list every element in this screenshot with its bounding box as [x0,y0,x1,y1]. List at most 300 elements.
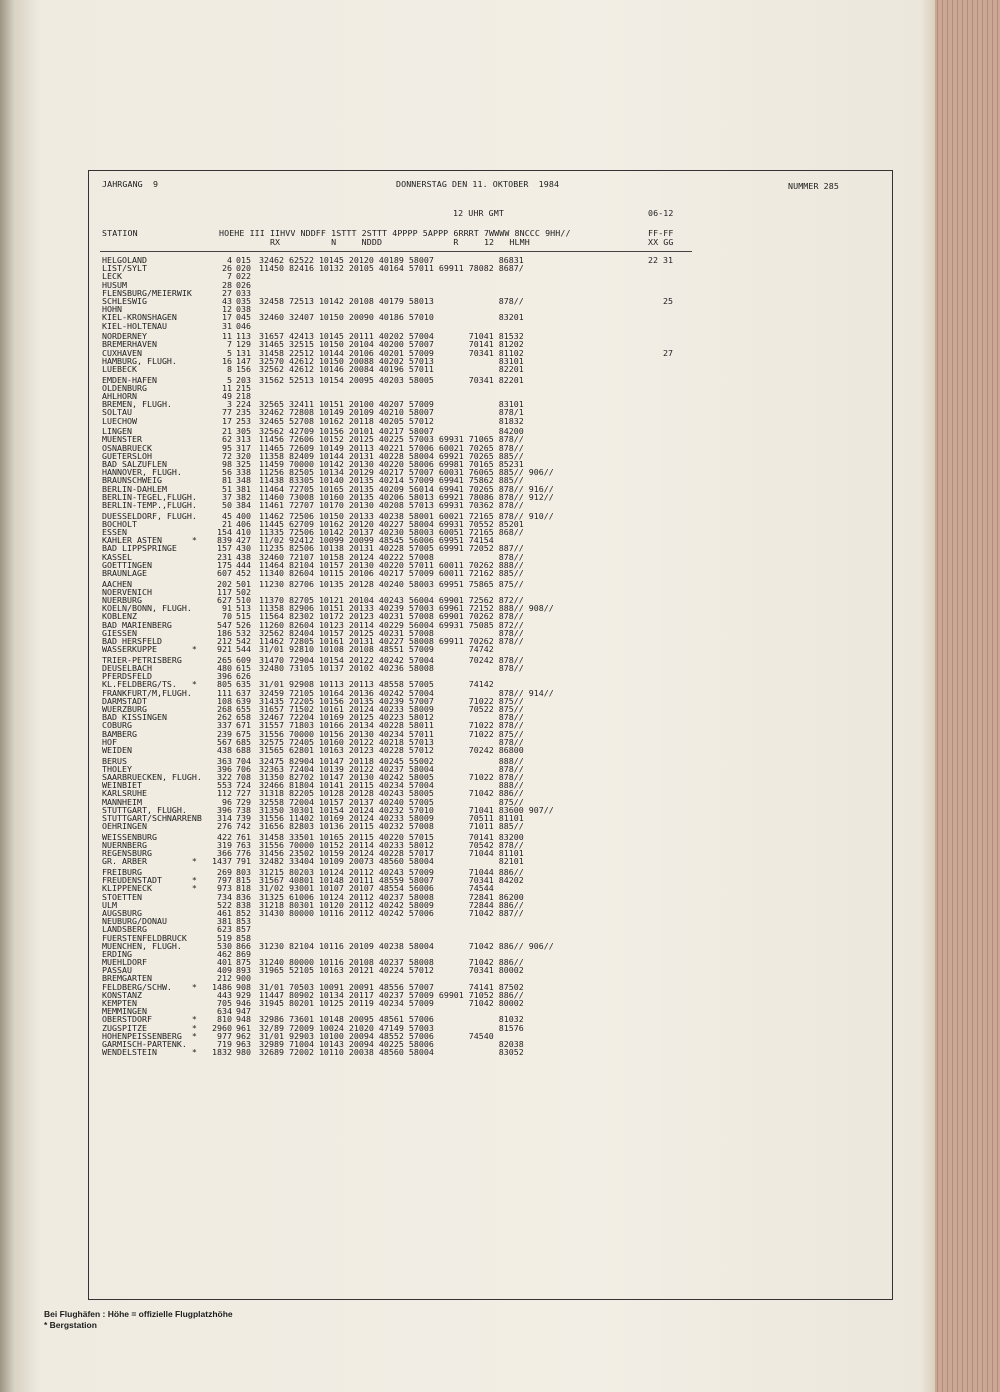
synop-data: 32562 42612 10146 20084 40196 57011 82201 [259,363,524,374]
station-id: 893 [236,965,251,976]
station-id: 410 [236,527,251,537]
station-id: 515 [236,611,251,622]
station-name: MUENSTER [102,434,142,445]
synop-data: 31567 40801 10148 20111 48559 58007 70341 84202 [259,875,524,886]
station-height: 16 [222,355,232,366]
station-id: 045 [236,312,251,323]
station-name: LUEBECK [102,363,137,374]
synop-data: 11464 82104 10157 20130 40220 57011 60011 70262 888// [259,559,524,570]
synop-data: 11335 72506 10142 20137 40230 58003 60051 72165 868// [259,527,524,537]
station-name: DEUSELBACH [102,663,152,673]
station-name: PASSAU [102,965,132,976]
station-name: STUTTGART, FLUGH. [102,804,187,815]
station-height: 45 [222,510,232,521]
table-row [102,272,702,280]
station-id: 046 [236,320,251,331]
station-height: 265 [217,654,232,665]
station-name: FREUDENSTADT * [102,875,197,886]
synop-data: 11456 72606 10152 20125 40225 57003 69931 71065 878// [259,434,524,445]
station-name: GARMISCH-PARTENK. [102,1038,187,1049]
station-name: BRAUNSCHWEIG [102,475,162,486]
station-name: ZUGSPITZE * [102,1022,197,1033]
station-height: 28 [222,279,232,290]
station-table [102,256,702,1056]
station-id: 400 [236,510,251,521]
synop-data: 32462 62522 10145 20120 40189 58007 86831 [259,255,524,265]
station-height: 461 [217,907,232,918]
station-name: TRIER-PETRISBERG [102,654,182,665]
station-name: EMDEN-HAFEN [102,374,157,385]
station-id: 980 [236,1047,251,1058]
station-height: 1437 [212,856,232,867]
station-name: BREMGARTEN [102,973,152,984]
station-id: 203 [236,374,251,385]
station-height: 26 [222,263,232,274]
synop-data: 31657 71502 10161 20124 40233 58009 70522 875// [259,703,524,714]
synop-data: 11464 72705 10165 20135 40209 56014 69941 70265 878// 916// [259,483,554,494]
synop-data: 31/01 70503 10091 20091 48556 57007 74141 87502 [259,981,524,992]
station-name: MUENCHEN, FLUGH. [102,940,182,951]
station-name: BAD MARIENBERG [102,619,172,630]
synop-data: 11465 72609 10149 20113 40221 57006 60021 70265 878// [259,442,524,453]
station-name: DARMSTADT [102,695,147,706]
station-id: 791 [236,856,251,867]
station-id: 020 [236,263,251,274]
station-name: KONSTANZ [102,989,142,1000]
station-id: 224 [236,399,251,410]
station-name: AUGSBURG [102,907,142,918]
station-height: 438 [217,744,232,755]
station-name: FREIBURG [102,867,142,877]
station-id: 444 [236,559,251,570]
station-name: KL.FELDBERG/TS. * [102,679,197,690]
station-height: 51 [222,483,232,494]
station-height: 11 [222,331,232,342]
station-id: 637 [236,687,251,698]
station-height: 175 [217,559,232,570]
station-id: 235 [236,407,251,418]
station-height: 422 [217,831,232,842]
station-height: 381 [217,916,232,927]
station-name: PFERDSFELD [102,671,152,682]
station-id: 900 [236,973,251,984]
synop-data: 32986 73601 10148 20095 48561 57006 81032 [259,1014,524,1025]
station-id: 501 [236,578,251,589]
station-id: 866 [236,940,251,951]
synop-data: 31945 80201 10125 20119 40234 57009 71042 80002 [259,998,524,1008]
synop-data: 32575 72405 10160 20122 40218 57013 878// [259,736,524,747]
station-height: 12 [222,304,232,315]
station-name: GR. ARBER * [102,856,197,867]
synop-data: 32570 42612 10150 20088 40202 57013 83101 [259,355,524,366]
station-name: NOERVENICH [102,586,152,597]
synop-data: 11447 80902 10134 20117 40237 57009 69901 71052 886// [259,989,524,1000]
synop-data: 11340 82604 10115 20106 40217 57009 60011 72162 885// [259,567,524,578]
synop-data: 32462 72808 10149 20109 40210 58007 878/1 [259,407,524,418]
station-height: 91 [222,603,232,614]
station-name: BREMEN, FLUGH. [102,399,172,410]
table-row [102,313,702,321]
station-id: 384 [236,499,251,510]
station-id: 015 [236,255,251,265]
station-height: 17 [222,415,232,426]
station-name: BREMERHAVEN [102,339,157,350]
synop-data: 32460 32407 10150 20090 40186 57010 83201 [259,312,524,323]
station-name: OLDENBURG [102,382,147,393]
station-name: HUSUM [102,279,127,290]
station-height: 27 [222,287,232,298]
station-height: 522 [217,899,232,910]
station-id: 406 [236,518,251,529]
station-id: 348 [236,475,251,486]
report-date: DONNERSTAG DEN 11. OKTOBER 1984 [396,179,560,189]
table-row [102,746,702,757]
synop-data: 31430 80000 10116 20112 40242 57006 71042 887// [259,907,524,918]
station-name: OEHRINGEN [102,821,147,832]
station-height: 623 [217,924,232,935]
gust-data: 25 [648,295,673,306]
station-name: BAD SALZUFLEN [102,459,167,469]
station-name: NUERBURG [102,595,142,605]
station-height: 627 [217,595,232,605]
station-id: 635 [236,679,251,690]
station-name: SOLTAU [102,407,132,418]
station-height: 366 [217,848,232,859]
station-height: 409 [217,965,232,976]
station-name: LANDSBERG [102,924,147,935]
station-height: 7 [227,271,232,282]
station-name: DUESSELDORF, FLUGH. [102,510,197,521]
station-id: 033 [236,287,251,298]
synop-data: 31/01 92810 10108 20108 48551 57009 74742 [259,644,494,655]
station-name: HOHENPEISSENBERG * [102,1030,197,1041]
station-height: 31 [222,320,232,331]
station-height: 363 [217,755,232,766]
station-height: 530 [217,940,232,951]
station-id: 727 [236,788,251,799]
station-height: 396 [217,763,232,774]
synop-data: 11230 82706 10135 20128 40240 58003 69951 75865 875// [259,578,524,589]
station-height: 157 [217,543,232,554]
station-id: 639 [236,695,251,706]
station-name: FUERSTENFELDBRUCK [102,932,187,943]
column-headers-line2: RX N NDDD R 12 HLMH [219,237,530,247]
station-id: 156 [236,363,251,374]
synop-data: 31458 33501 10165 20115 40220 57015 70141 83200 [259,831,524,842]
station-name: COBURG [102,720,132,731]
station-name: NUERNBERG [102,839,147,850]
synop-data: 11564 82302 10172 20123 40231 57008 69901 70262 878// [259,611,524,622]
station-id: 609 [236,654,251,665]
synop-data: 11438 83305 10140 20135 40214 57009 69941 75862 885// [259,475,524,486]
synop-data: 31215 80203 10124 20112 40243 57009 71044 886// [259,867,524,877]
station-id: 317 [236,442,251,453]
station-id: 671 [236,720,251,731]
synop-data: 31565 62801 10163 20123 40228 57012 70242 86800 [259,744,524,755]
table-row [102,909,702,917]
synop-data: 11450 82416 10132 20105 40164 57011 69911 78082 8687/ [259,263,524,274]
synop-data: 32465 52708 10162 20118 40205 57012 81832 [259,415,524,426]
station-id: 218 [236,391,251,401]
station-id: 438 [236,551,251,562]
station-name: KOELN/BONN, FLUGH. [102,603,192,614]
station-id: 929 [236,989,251,1000]
station-name: BAD LIPPSPRINGE [102,543,177,554]
station-id: 113 [236,331,251,342]
station-height: 43 [222,295,232,306]
synop-data: 11256 82505 10134 20129 40217 57007 60031 76065 885// 906// [259,467,554,478]
station-height: 607 [217,567,232,578]
station-id: 313 [236,434,251,445]
station-name: WEINBIET [102,780,142,791]
station-name: FLENSBURG/MEIERWIK [102,287,192,298]
gmt-time: 12 UHR GMT [453,208,504,218]
station-id: 947 [236,1006,251,1017]
station-name: LECK [102,271,122,282]
station-id: 739 [236,812,251,823]
station-id: 381 [236,483,251,494]
synop-data: 11358 82409 10144 20131 40228 58004 69921 70265 885// [259,450,524,461]
synop-data: 32565 32411 10151 20100 40207 57009 83101 [259,399,524,410]
station-name: KLIPPENECK * [102,883,197,894]
synop-data: 31657 42413 10145 20111 40202 57004 71041 81532 [259,331,524,342]
station-height: 547 [217,619,232,630]
station-id: 706 [236,763,251,774]
station-id: 875 [236,957,251,968]
station-height: 70 [222,611,232,622]
station-height: 212 [217,635,232,646]
station-id: 655 [236,703,251,714]
synop-data: 31/01 92903 10100 20094 48552 57006 74540 [259,1030,494,1041]
station-id: 818 [236,883,251,894]
station-id: 658 [236,712,251,723]
book-edge [935,0,1000,1392]
synop-data: 11235 82506 10138 20131 40228 57005 69991 72052 887// [259,543,524,554]
station-height: 4 [227,255,232,265]
station-name: ERDING [102,948,132,959]
station-height: 268 [217,703,232,714]
synop-data: 31318 82205 10128 20128 40243 58005 71042 886// [259,788,524,799]
station-name: LINGEN [102,426,132,437]
station-name: BOCHOLT [102,518,137,529]
station-name: BERLIN-DAHLEM [102,483,167,494]
station-id: 253 [236,415,251,426]
synop-data: 11460 73008 10160 20135 40206 58013 69921 78086 878// 912// [259,491,554,502]
station-name: KIEL-KRONSHAGEN [102,312,177,323]
synop-data: 31965 52105 10163 20121 40224 57012 70341 80002 [259,965,524,976]
station-name: REGENSBURG [102,848,152,859]
station-height: 17 [222,312,232,323]
synop-data: 11459 70000 10142 20130 40220 58006 69981 70165 85231 [259,459,524,469]
station-height: 7 [227,339,232,350]
station-id: 615 [236,663,251,673]
synop-data: 31656 82803 10136 20115 40232 57008 71011 885// [259,821,524,832]
station-height: 839 [217,535,232,546]
station-id: 946 [236,998,251,1008]
synop-data: 32989 71004 10143 20094 40225 58006 82038 [259,1038,524,1049]
station-id: 963 [236,1038,251,1049]
station-name: STOETTEN [102,891,142,902]
station-height: 8 [227,363,232,374]
synop-data: 31458 22512 10144 20106 40201 57009 70341 81102 [259,347,524,358]
station-name: HAMBURG, FLUGH. [102,355,177,366]
synop-data: 31435 72205 10156 20135 40239 57007 71022 875// [259,695,524,706]
synop-data: 31230 82104 10116 20109 40238 58004 71042 886// 906// [259,940,554,951]
station-height: 112 [217,788,232,799]
station-height: 719 [217,1038,232,1049]
synop-data: 31556 70000 10156 20130 40234 57011 71022 875// [259,728,524,739]
synop-data: 11445 62709 10162 20120 40227 58004 69931 70552 85201 [259,518,524,529]
footnote-airports: Bei Flughäfen : Höhe = offizielle Flugplatzhöhe [44,1309,233,1319]
station-height: 462 [217,948,232,959]
station-name: NORDERNEY [102,331,147,342]
column-ff-line2: XX GG [648,237,674,247]
station-id: 038 [236,304,251,315]
station-name: HELGOLAND [102,255,147,265]
station-id: 325 [236,459,251,469]
station-height: 5 [227,374,232,385]
station-height: 186 [217,627,232,638]
station-id: 838 [236,899,251,910]
station-id: 761 [236,831,251,842]
issue-number: NUMMER 285 [788,181,839,191]
station-name: LIST/SYLT [102,263,147,274]
station-name: KARLSRUHE [102,788,147,799]
station-name: MUEHLDORF [102,957,147,968]
station-id: 685 [236,736,251,747]
station-name: MANNHEIM [102,796,142,807]
table-row [102,664,702,672]
station-id: 962 [236,1030,251,1041]
table-row [102,999,702,1007]
station-height: 269 [217,867,232,877]
station-name: THOLEY [102,763,132,774]
gust-data: 22 31 [648,255,673,265]
station-name: ULM [102,899,117,910]
station-name: AHLHORN [102,391,137,401]
station-id: 857 [236,924,251,935]
station-height: 117 [217,586,232,597]
synop-data: 32/89 72009 10024 21020 47149 57003 81576 [259,1022,524,1033]
station-id: 724 [236,780,251,791]
station-height: 81 [222,475,232,486]
synop-data: 32482 33404 10109 20073 48560 58004 82101 [259,856,524,867]
station-name: BAMBERG [102,728,137,739]
station-height: 396 [217,671,232,682]
station-name: HANNOVER, FLUGH. [102,467,182,478]
station-id: 026 [236,279,251,290]
station-id: 853 [236,916,251,927]
station-height: 567 [217,736,232,747]
station-name: WUERZBURG [102,703,147,714]
station-name: OSNABRUECK [102,442,152,453]
station-name: MEMMINGEN [102,1006,147,1017]
synop-data: 31556 11402 10169 20124 40233 58009 70511 81101 [259,812,524,823]
station-height: 21 [222,426,232,437]
synop-data: 11370 82705 10121 20104 40243 56004 69901 72562 872// [259,595,524,605]
station-name: GOETTINGEN [102,559,152,570]
station-id: 305 [236,426,251,437]
station-id: 729 [236,796,251,807]
station-id: 532 [236,627,251,638]
station-height: 319 [217,839,232,850]
station-height: 805 [217,679,232,690]
gust-data: 27 [648,347,673,358]
station-id: 035 [236,295,251,306]
station-name: KEMPTEN [102,998,137,1008]
synop-data: 11358 82906 10151 20133 40239 57003 69961 72152 888// 908// [259,603,554,614]
station-height: 314 [217,812,232,823]
station-id: 510 [236,595,251,605]
synop-data: 31465 32515 10150 20104 40200 57007 70141 81202 [259,339,524,350]
station-id: 502 [236,586,251,597]
synop-data: 31557 71803 10166 20134 40228 58011 71022 878// [259,720,524,731]
station-height: 3 [227,399,232,410]
station-height: 810 [217,1014,232,1025]
station-id: 131 [236,347,251,358]
station-id: 147 [236,355,251,366]
column-station: STATION [102,228,138,238]
station-name: GIESSEN [102,627,137,638]
table-row [102,281,702,289]
station-name: STUTTGART/SCHNARRENB [102,812,202,823]
station-height: 108 [217,695,232,706]
station-name: CUXHAVEN [102,347,142,358]
station-name: FELDBERG/SCHW. * [102,981,197,992]
station-height: 977 [217,1030,232,1041]
station-name: WEISSENBURG [102,831,157,842]
period-label: 06-12 [648,208,674,218]
station-name: HOHN [102,304,122,315]
station-height: 5 [227,347,232,358]
station-height: 480 [217,663,232,673]
station-id: 626 [236,671,251,682]
station-id: 430 [236,543,251,554]
synop-data: 31218 80301 10120 20112 40242 58009 72844 886// [259,899,524,910]
column-ff-line1: FF-FF [648,228,674,238]
synop-data: 32475 82904 10147 20118 40245 55002 888// [259,755,524,766]
station-id: 215 [236,382,251,393]
station-height: 262 [217,712,232,723]
synop-data: 32459 72105 10164 20136 40242 57004 878// 914// [259,687,554,698]
column-headers-line1: HOEHE III IIHVV NDDFF 1STTT 2STTT 4PPPP 5APPP 6RRRT 7WWWW 8NCCC 9HH// [219,228,571,238]
station-name: KASSEL [102,551,132,562]
synop-data: 32562 82404 10157 20125 40231 57008 878// [259,627,524,638]
synop-data: 32458 72513 10142 20108 40179 58013 878// [259,295,524,306]
synop-data: 11461 72707 10170 20130 40208 57013 69931 70362 878// [259,499,524,510]
station-id: 815 [236,875,251,886]
station-id: 542 [236,635,251,646]
station-height: 56 [222,467,232,478]
station-height: 734 [217,891,232,902]
synop-data: 11260 82604 10123 20114 40229 56004 69931 75085 872// [259,619,524,630]
station-id: 948 [236,1014,251,1025]
station-name: NEUBURG/DONAU [102,916,167,927]
table-row [102,376,702,384]
station-height: 95 [222,442,232,453]
station-height: 443 [217,989,232,1000]
synop-data: 11462 72506 10150 20133 40238 58001 60021 72165 878// 910// [259,510,554,521]
station-height: 37 [222,491,232,502]
station-id: 738 [236,804,251,815]
synop-data: 32558 72004 10157 20137 40240 57005 875// [259,796,524,807]
table-row [102,966,702,974]
synop-data: 31240 80000 10116 20108 40237 58008 71042 886// [259,957,524,968]
station-id: 908 [236,981,251,992]
synop-data: 31/02 93001 10107 20107 48554 56006 74544 [259,883,494,894]
station-height: 72 [222,450,232,461]
table-row [102,917,702,925]
